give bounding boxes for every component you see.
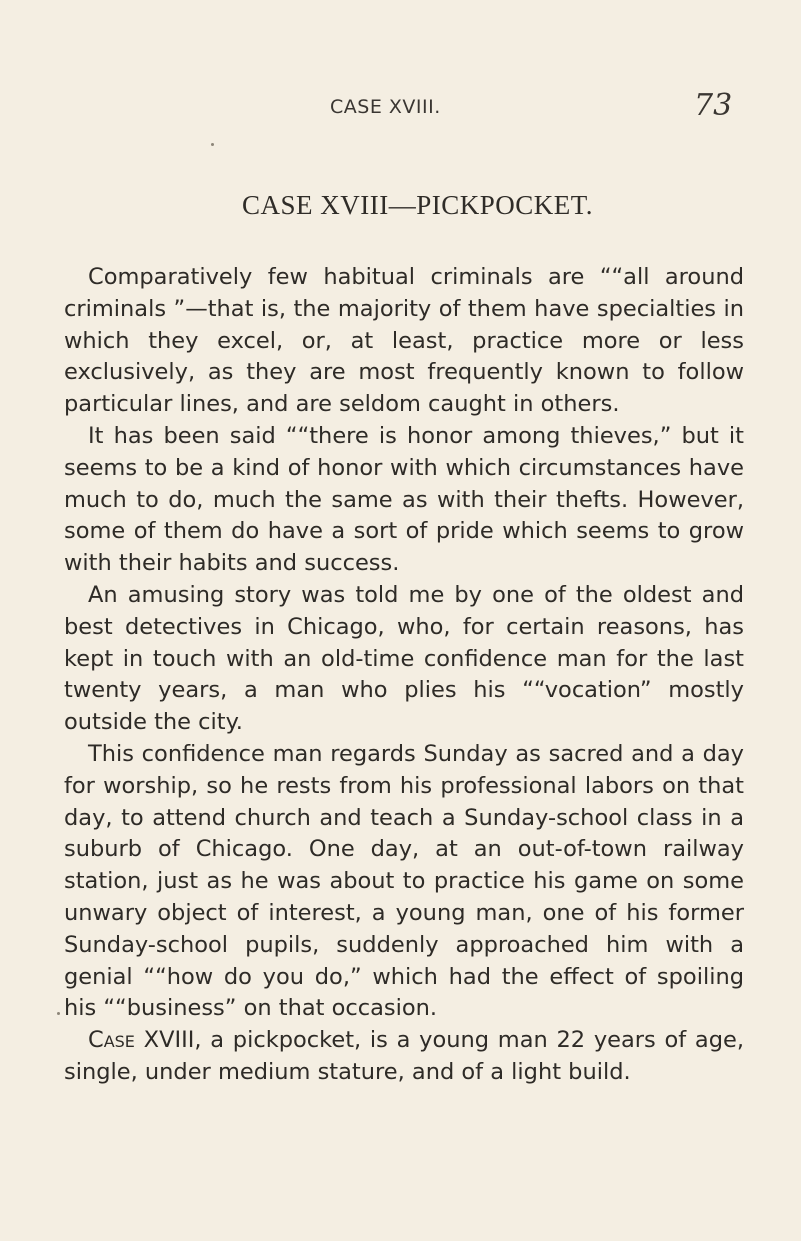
paragraph: This confidence man regards Sunday as sacred and a day for worship, so he rests from his professional labors on that day, to attend church and teach a Sunday-school class in a suburb of Chicago. One day, at an out-of-town railway station, just as he was about to practice his game on some unwary object of interest, a young man, one of his former Sunday-school pupils, suddenly approached him with a genial ““how do you do,” which had the effect of spoiling his ““business” on that occasion. — [64, 740, 744, 1022]
ink-speck — [211, 143, 214, 146]
body-text — [64, 262, 744, 1089]
paragraph-last — [64, 1025, 744, 1089]
chapter-title: CASE XVIII—PICKPOCKET. — [241, 190, 593, 220]
case-description: a pickpocket, is a young man 22 years of age, single, under medium stature, and of a light build. — [64, 1027, 744, 1085]
ink-speck — [57, 1012, 60, 1015]
paragraph: An amusing story was told me by one of the oldest and best detectives in Chicago, who, for certain reasons, has kept in touch with an old-time confidence man for the last twenty years, a man who plies his ““vocation” mostly outside the city. — [64, 581, 744, 736]
paragraph: Comparatively few habitual criminals are ““all around criminals ”—that is, the majority of them have specialties in which they excel, or, at least, practice more or less exclusively, as they are most frequently known to follow particular lines, and are seldom caught in others. — [64, 264, 744, 418]
running-head — [0, 88, 801, 126]
running-title: CASE XVIII. — [330, 96, 441, 118]
paragraph: It has been said ““there is honor among thieves,” but it seems to be a kind of honor with which circumstances have much to do, much the same as with their thefts. However, some of them do have a sort of pride which seems to grow with their habits and success. — [64, 422, 744, 577]
page-number: 73 — [694, 88, 733, 123]
case-lead: Case XVIII, — [88, 1027, 202, 1054]
